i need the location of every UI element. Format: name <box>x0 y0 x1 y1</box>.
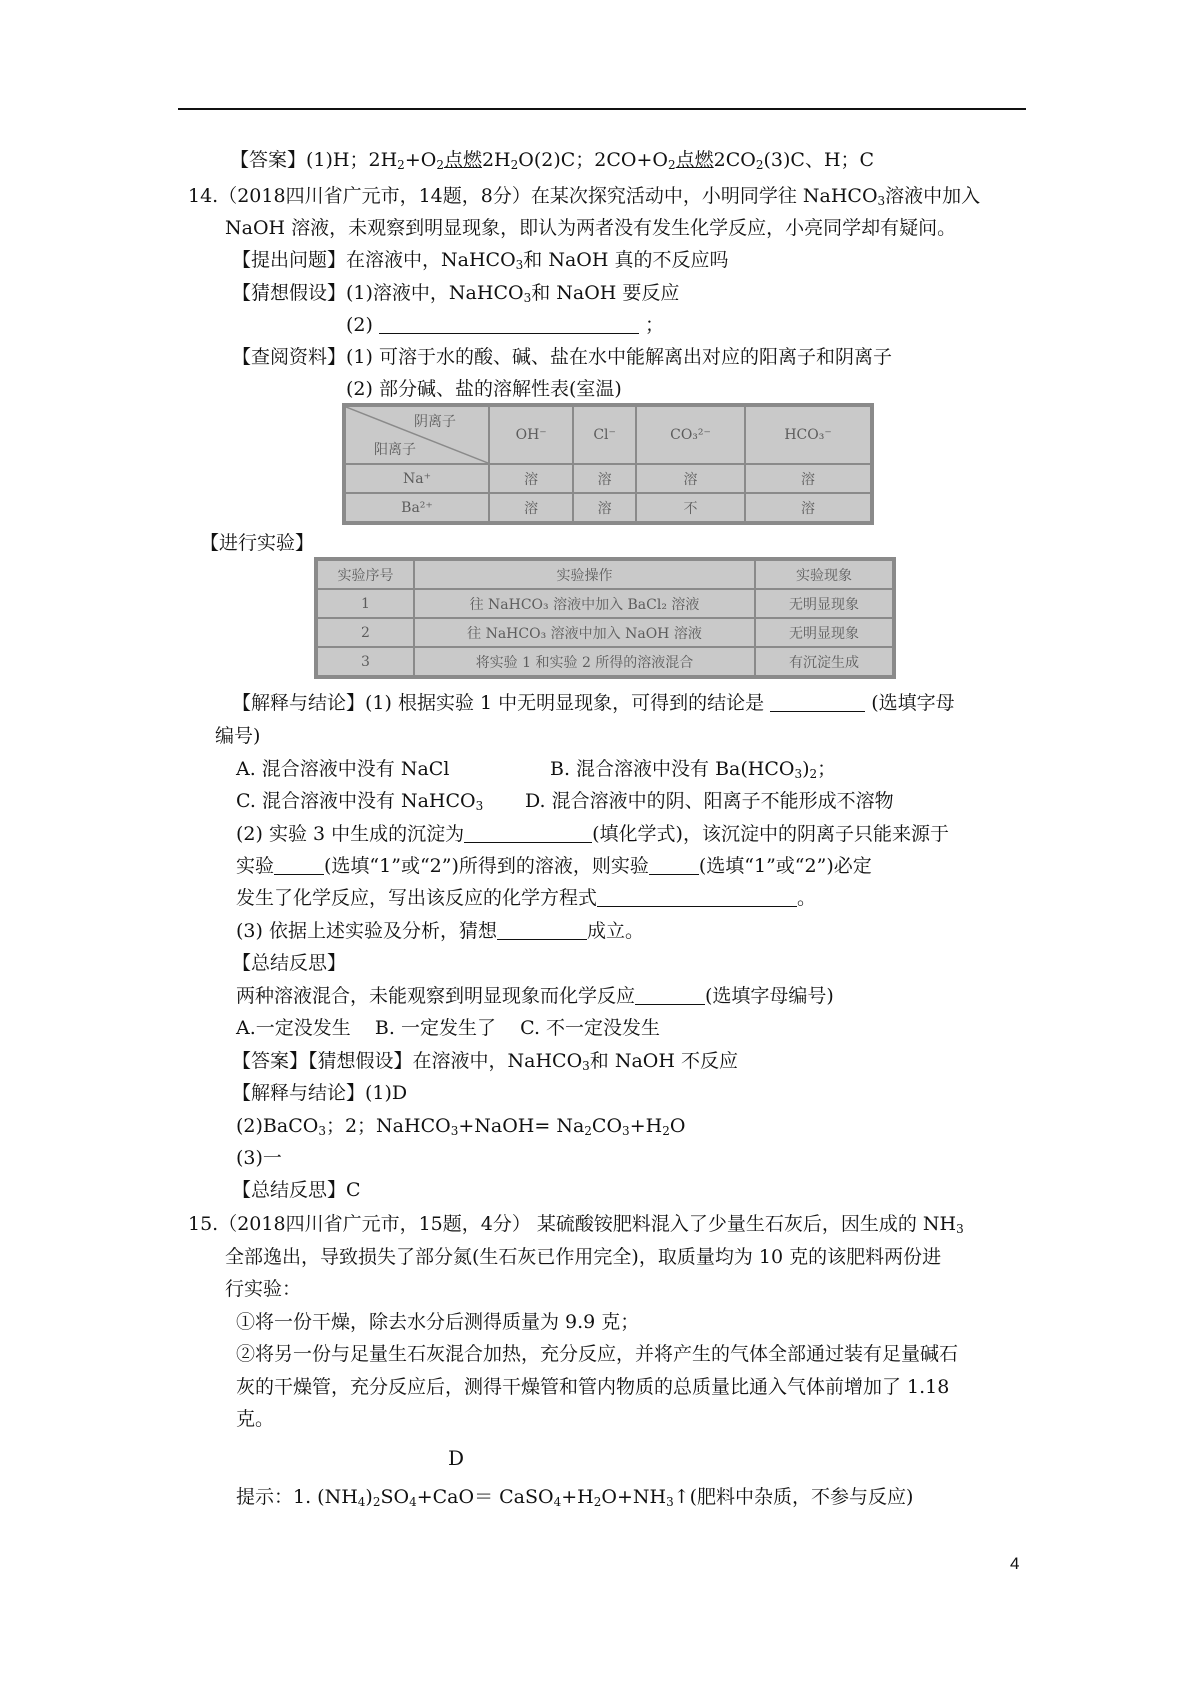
reference-line-2: (2) 部分碱、盐的溶解性表(室温) <box>346 378 622 400</box>
conclusion-line-1: 【解释与结论】(1) 根据实验 1 中无明显现象，可得到的结论是 (选填字母 <box>232 692 955 714</box>
table-header-cell: OH⁻ <box>489 406 573 464</box>
table-cell: 无明显现象 <box>755 618 893 647</box>
step-2-line-1: ②将另一份与足量生石灰混合加热，充分反应，并将产生的气体全部通过装有足量碱石 <box>236 1343 959 1365</box>
table-cell: 1 <box>317 589 414 618</box>
question-number: 15. <box>188 1213 219 1235</box>
answer-blank[interactable] <box>649 856 699 875</box>
summary-question: 两种溶液混合，未能观察到明显现象而化学反应 (选填字母编号) <box>236 985 834 1007</box>
hypothesis-line-1: 【猜想假设】(1)溶液中，NaHCO3和 NaOH 要反应 <box>232 282 680 305</box>
table-cell: 溶 <box>745 464 871 493</box>
answer-14-line-1: 【答案】【猜想假设】在溶液中，NaHCO3和 NaOH 不反应 <box>232 1050 738 1073</box>
raise-question-line: 【提出问题】在溶液中，NaHCO3和 NaOH 真的不反应吗 <box>232 249 729 272</box>
reaction-condition: 点燃 <box>443 149 482 171</box>
answer-blank[interactable] <box>464 824 592 843</box>
question-15-line-3: 行实验： <box>225 1278 302 1300</box>
table-header-cell: CO₃²⁻ <box>636 406 745 464</box>
step-2-line-3: 克。 <box>236 1408 275 1430</box>
experiment-label: 【进行实验】 <box>200 532 315 554</box>
table-header-cell: 实验序号 <box>317 560 414 589</box>
option-a: A. 混合溶液中没有 NaCl <box>236 758 450 780</box>
answer-blank[interactable] <box>497 921 587 940</box>
reference-line-1: 【查阅资料】(1) 可溶于水的酸、碱、盐在水中能解离出对应的阳离子和阴离子 <box>232 346 892 368</box>
section-label: 【提出问题】 <box>232 249 347 271</box>
option-d: D. 混合溶液中的阴、阳离子不能形成不溶物 <box>525 790 894 812</box>
question-2-line-2: 实验 (选填“1”或“2”)所得到的溶液，则实验 (选填“1”或“2”)必定 <box>236 855 872 877</box>
table-cell: 2 <box>317 618 414 647</box>
answer-14-line-5: 【总结反思】C <box>232 1179 361 1201</box>
summary-label: 【总结反思】 <box>232 952 347 974</box>
table-cell: 溶 <box>489 464 573 493</box>
answer-blank[interactable] <box>379 315 639 334</box>
answer-blank[interactable] <box>770 693 865 712</box>
step-1: ①将一份干燥，除去水分后测得质量为 9.9 克； <box>236 1311 640 1333</box>
answer-letter: D <box>448 1446 465 1470</box>
table-cell: 溶 <box>573 493 636 522</box>
answer-blank[interactable] <box>635 986 705 1005</box>
answer-14-line-4: (3)一 <box>236 1147 282 1169</box>
table-cell: 将实验 1 和实验 2 所得的溶液混合 <box>414 647 755 676</box>
step-2-line-2: 灰的干燥管，充分反应后，测得干燥管和管内物质的总质量比通入气体前增加了 1.18 <box>236 1376 950 1398</box>
table-header-cell: 实验现象 <box>755 560 893 589</box>
answer-text: (1)H；2H2+O2点燃2H2O(2)C；2CO+O2点燃2CO2(3)C、H；C <box>306 149 875 172</box>
table-row-header: Ba²⁺ <box>345 493 489 522</box>
option-c: C. 混合溶液中没有 NaHCO3 <box>236 790 484 813</box>
table-cell: 溶 <box>489 493 573 522</box>
question-14-line-2: NaOH 溶液，未观察到明显现象，即认为两者没有发生化学反应，小亮同学却有疑问。 <box>225 217 957 239</box>
table-row-header: Na⁺ <box>345 464 489 493</box>
section-label: 【查阅资料】 <box>232 346 347 368</box>
question-2-line-1: (2) 实验 3 中生成的沉淀为 (填化学式)，该沉淀中的阴离子只能来源于 <box>236 823 949 845</box>
table-corner-cell: 阴离子 阳离子 <box>345 406 489 464</box>
answer-label: 【答案】 <box>230 149 307 171</box>
summary-options: A.一定没发生 B. 一定发生了 C. 不一定没发生 <box>236 1017 661 1039</box>
table-header-cell: HCO₃⁻ <box>745 406 871 464</box>
table-header-cell: Cl⁻ <box>573 406 636 464</box>
question-15-line-1: 15.（2018四川省广元市，15题，4分） 某硫酸铵肥料混入了少量生石灰后，因生成的 NH3 <box>188 1213 964 1236</box>
answer-blank[interactable] <box>597 888 797 907</box>
question-14-line-1: 14.（2018四川省广元市，14题，8分）在某次探究活动中，小明同学往 NaHCO3溶液中加入 <box>188 185 981 208</box>
table-cell: 溶 <box>573 464 636 493</box>
table-cell: 3 <box>317 647 414 676</box>
hint-line: 提示：1. (NH4)2SO4+CaO＝ CaSO4+H2O+NH3↑(肥料中杂质，不参与反应) <box>236 1486 914 1509</box>
conclusion-line-2: 编号) <box>215 725 261 747</box>
experiment-table <box>314 557 896 679</box>
table-cell: 往 NaHCO₃ 溶液中加入 BaCl₂ 溶液 <box>414 589 755 618</box>
question-number: 14. <box>188 185 219 207</box>
question-15-line-2: 全部逸出，导致损失了部分氮(生石灰已作用完全)，取质量均为 10 克的该肥料两份进 <box>225 1246 942 1268</box>
header-rule <box>178 108 1026 110</box>
table-cell: 溶 <box>745 493 871 522</box>
page-number: 4 <box>1010 1554 1020 1573</box>
answer-13-line <box>230 147 874 178</box>
table-cell: 有沉淀生成 <box>755 647 893 676</box>
solubility-table <box>342 403 874 525</box>
question-2-line-3: 发生了化学反应，写出该反应的化学方程式 。 <box>236 887 817 909</box>
table-cell: 不 <box>636 493 745 522</box>
answer-blank[interactable] <box>274 856 324 875</box>
answer-14-line-3: (2)BaCO3；2；NaHCO3+NaOH= Na2CO3+H2O <box>236 1115 686 1138</box>
table-cell: 往 NaHCO₃ 溶液中加入 NaOH 溶液 <box>414 618 755 647</box>
table-cell: 无明显现象 <box>755 589 893 618</box>
table-header-cell: 实验操作 <box>414 560 755 589</box>
section-label: 【解释与结论】 <box>232 692 366 714</box>
answer-14-line-2: 【解释与结论】(1)D <box>232 1082 408 1104</box>
section-label: 【猜想假设】 <box>232 282 347 304</box>
table-cell: 溶 <box>636 464 745 493</box>
hypothesis-line-2: (2) ； <box>346 314 665 336</box>
answer-label: 【答案】【猜想假设】 <box>232 1050 413 1072</box>
option-b: B. 混合溶液中没有 Ba(HCO3)2； <box>550 758 837 781</box>
question-3-line: (3) 依据上述实验及分析，猜想 成立。 <box>236 920 644 942</box>
reaction-condition: 点燃 <box>675 149 714 171</box>
